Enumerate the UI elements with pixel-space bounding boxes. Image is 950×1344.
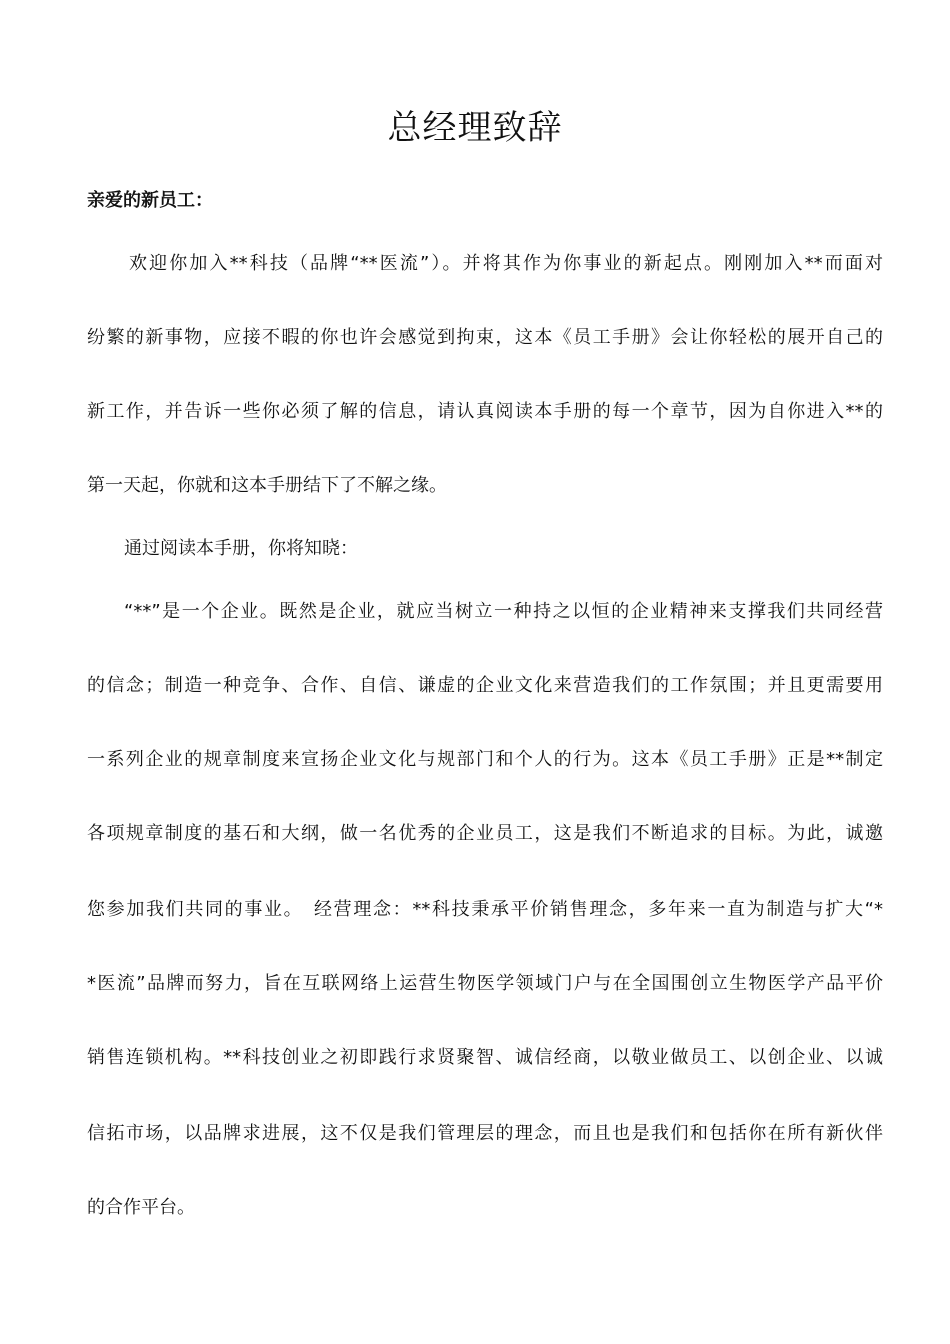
document-title: 总经理致辞 bbox=[387, 108, 563, 148]
paragraph-line: *医流”品牌而努力，旨在互联网络上运营生物医学领域门户与在全国围创立生物医学产品平价 bbox=[87, 973, 883, 994]
paragraph-line: 信拓市场，以品牌求进展，这不仅是我们管理层的理念，而且也是我们和包括你在所有新伙伴 bbox=[87, 1123, 883, 1144]
paragraph-line: 通过阅读本手册，你将知晓： bbox=[124, 538, 358, 559]
paragraph-line: 各项规章制度的基石和大纲，做一名优秀的企业员工，这是我们不断追求的目标。为此，诚邀 bbox=[87, 823, 883, 844]
paragraph-line: 第一天起，你就和这本手册结下了不解之缘。 bbox=[87, 475, 447, 496]
paragraph-line: 销售连锁机构。**科技创业之初即践行求贤聚智、诚信经商，以敬业做员工、以创企业、以诚 bbox=[87, 1047, 883, 1068]
paragraph-line: 欢迎你加入**科技（品牌“**医流”）。并将其作为你事业的新起点。刚刚加入**而面对 bbox=[129, 253, 883, 274]
paragraph-line: “**”是一个企业。既然是企业，就应当树立一种持之以恒的企业精神来支撑我们共同经营 bbox=[124, 601, 883, 622]
paragraph-line: 的信念；制造一种竞争、合作、自信、谦虚的企业文化来营造我们的工作氛围；并且更需要用 bbox=[87, 675, 883, 696]
paragraph-line: 新工作，并告诉一些你必须了解的信息，请认真阅读本手册的每一个章节，因为自你进入**的 bbox=[87, 401, 883, 422]
paragraph-line: 一系列企业的规章制度来宣扬企业文化与规部门和个人的行为。这本《员工手册》正是**制定 bbox=[87, 749, 883, 770]
paragraph-line: 的合作平台。 bbox=[87, 1197, 195, 1218]
paragraph-line: 纷繁的新事物，应接不暇的你也许会感觉到拘束，这本《员工手册》会让你轻松的展开自己的 bbox=[87, 327, 883, 348]
paragraph-line: 您参加我们共同的事业。 经营理念：**科技秉承平价销售理念，多年来一直为制造与扩大“* bbox=[87, 899, 883, 920]
salutation: 亲爱的新员工： bbox=[87, 190, 213, 211]
